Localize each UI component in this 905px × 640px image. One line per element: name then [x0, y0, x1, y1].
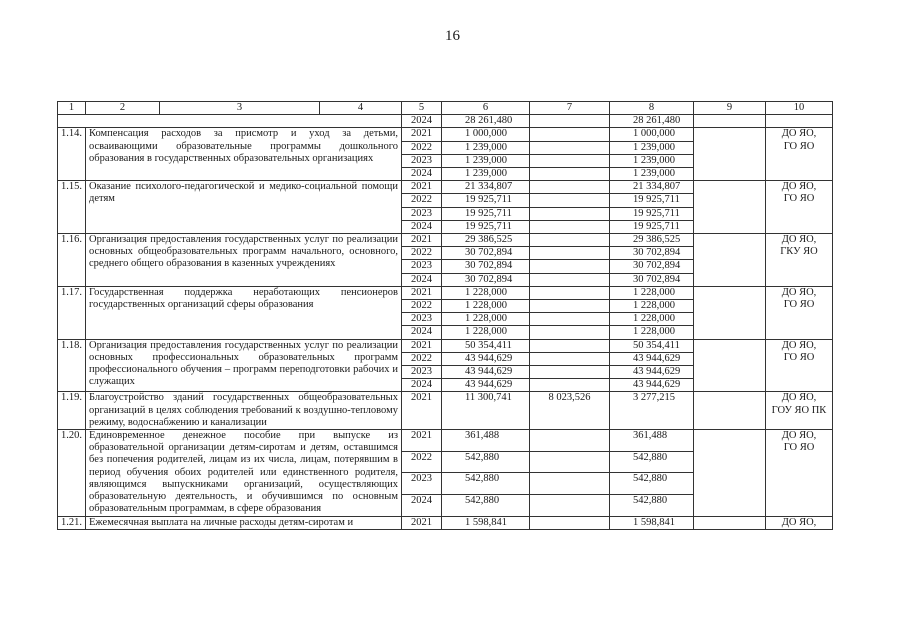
col6-cell-value: 19 925,711 — [465, 194, 512, 206]
year-cell-value: 2024 — [411, 379, 432, 391]
col8-cell-value: 30 702,894 — [633, 260, 681, 272]
year-cell — [402, 154, 442, 167]
col8-cell-value: 1 239,000 — [633, 154, 675, 166]
col9-cell — [694, 339, 766, 392]
col8-cell-value: 50 354,411 — [633, 339, 680, 351]
year-cell — [402, 494, 442, 516]
program-row — [58, 392, 833, 430]
col8-cell-value: 3 277,215 — [633, 392, 675, 404]
col8-cell-value: 1 239,000 — [633, 168, 675, 180]
col7-cell — [530, 286, 610, 299]
col6-cell — [442, 339, 530, 352]
col7-cell — [530, 115, 610, 128]
col6-cell — [442, 220, 530, 233]
col8-cell-value: 30 702,894 — [633, 247, 681, 259]
col8-cell-value: 43 944,629 — [633, 366, 681, 378]
header-cell: 3 — [160, 102, 320, 115]
year-cell — [402, 313, 442, 326]
col7-cell — [530, 300, 610, 313]
year-cell — [402, 366, 442, 379]
item-description: Ежемесячная выплата на личные расходы детям-сиротам и — [86, 516, 402, 529]
col6-cell — [442, 194, 530, 207]
col8-cell — [610, 326, 694, 339]
carry-desc-cell — [58, 115, 402, 128]
col8-cell-value: 542,880 — [633, 473, 668, 485]
col6-cell-value: 29 386,525 — [465, 234, 513, 246]
year-cell: 2024 — [402, 115, 442, 128]
header-cell: 6 — [442, 102, 530, 115]
col6-cell — [442, 141, 530, 154]
col6-cell — [442, 168, 530, 181]
col7-cell — [530, 260, 610, 273]
col6-cell — [442, 128, 530, 141]
col8-cell — [610, 392, 694, 430]
col7-cell — [530, 451, 610, 473]
header-cell: 1 — [58, 102, 86, 115]
year-cell — [402, 141, 442, 154]
col6-cell-value: 43 944,629 — [465, 379, 513, 391]
col6-cell — [442, 326, 530, 339]
col7-cell — [530, 181, 610, 194]
year-cell-value: 2021 — [411, 516, 432, 528]
col8-cell — [610, 273, 694, 286]
col6-cell-value: 1 239,000 — [465, 168, 507, 180]
program-row — [58, 430, 833, 452]
col8-cell-value: 19 925,711 — [633, 220, 680, 232]
year-cell — [402, 168, 442, 181]
budget-table — [57, 101, 833, 530]
col6-cell — [442, 286, 530, 299]
year-cell-value: 2021 — [411, 181, 432, 193]
col8-cell — [610, 181, 694, 194]
executor-cell: ДО ЯО, ГО ЯО — [766, 430, 833, 516]
program-row — [58, 234, 833, 247]
year-cell-value: 2022 — [411, 247, 432, 259]
col8-cell-value: 1 228,000 — [633, 286, 675, 298]
header-cell: 2 — [86, 102, 160, 115]
col8-cell — [610, 286, 694, 299]
col7-cell — [530, 313, 610, 326]
col7-cell — [530, 326, 610, 339]
year-cell-value: 2024 — [411, 168, 432, 180]
item-number: 1.14. — [58, 128, 86, 181]
year-cell-value: 2023 — [411, 207, 432, 219]
year-cell — [402, 326, 442, 339]
item-description: Оказание психолого-педагогической и медико-социальной помощи детям — [86, 181, 402, 234]
col8-cell — [610, 168, 694, 181]
col6-cell — [442, 494, 530, 516]
col6-cell — [442, 516, 530, 529]
year-cell — [402, 339, 442, 352]
program-row — [58, 516, 833, 529]
year-cell-value: 2021 — [411, 128, 432, 140]
year-cell-value: 2024 — [411, 220, 432, 232]
item-description: Компенсация расходов за присмотр и уход за детьми, осваивающими образовательные программы дошкольного образования в государственных образовательных организациях — [86, 128, 402, 181]
year-cell — [402, 234, 442, 247]
col8-cell — [610, 473, 694, 495]
col8-cell-value: 542,880 — [633, 494, 668, 506]
col7-cell — [530, 352, 610, 365]
col8-cell-value: 1 598,841 — [633, 516, 675, 528]
col6-cell — [442, 273, 530, 286]
item-description: Государственная поддержка неработающих пенсионеров государственных организаций сферы образования — [86, 286, 402, 339]
header-cell: 5 — [402, 102, 442, 115]
col7-cell — [530, 392, 610, 430]
col7-cell — [530, 516, 610, 529]
col6-cell: 28 261,480 — [442, 115, 530, 128]
col6-cell-value: 361,488 — [465, 430, 500, 442]
col8-cell-value: 43 944,629 — [633, 352, 681, 364]
col6-cell-value: 30 702,894 — [465, 247, 513, 259]
col7-cell — [530, 207, 610, 220]
col8-cell — [610, 516, 694, 529]
col7-cell — [530, 430, 610, 452]
item-number: 1.19. — [58, 392, 86, 430]
col6-cell — [442, 247, 530, 260]
item-description: Организация предоставления государственных услуг по реализации основных общеобразовательных программ начального, основного, среднего общего образования в казенных учреждениях — [86, 234, 402, 287]
col6-cell-value: 21 334,807 — [465, 181, 513, 193]
col6-cell — [442, 154, 530, 167]
year-cell — [402, 516, 442, 529]
col7-cell — [530, 473, 610, 495]
col8-cell — [610, 339, 694, 352]
col6-cell-value: 1 239,000 — [465, 154, 507, 166]
col9-cell — [694, 516, 766, 529]
col6-cell-value: 1 228,000 — [465, 286, 507, 298]
executor-cell: ДО ЯО, ГКУ ЯО — [766, 234, 833, 287]
program-row — [58, 286, 833, 299]
col7-cell — [530, 154, 610, 167]
col7-cell — [530, 273, 610, 286]
year-cell-value: 2022 — [411, 141, 432, 153]
item-description: Благоустройство зданий государственных общеобразовательных организаций в целях соблюдения требований к воздушно-тепловому режиму, водоснабжению и канализации — [86, 392, 402, 430]
col7-cell — [530, 247, 610, 260]
col6-cell — [442, 260, 530, 273]
col8-cell-value: 19 925,711 — [633, 207, 680, 219]
col9-cell — [694, 430, 766, 516]
col8-cell — [610, 494, 694, 516]
item-number: 1.20. — [58, 430, 86, 516]
executor-cell: ДО ЯО, ГОУ ЯО ПК — [766, 392, 833, 430]
col10-cell — [766, 115, 833, 128]
year-cell — [402, 247, 442, 260]
col6-cell-value: 542,880 — [465, 473, 500, 485]
col8-cell-value: 1 000,000 — [633, 128, 675, 140]
year-cell-value: 2023 — [411, 313, 432, 325]
year-cell — [402, 181, 442, 194]
col8-cell — [610, 313, 694, 326]
item-number: 1.21. — [58, 516, 86, 529]
col7-cell — [530, 194, 610, 207]
col6-cell-value: 11 300,741 — [465, 392, 512, 404]
col8-cell-value: 30 702,894 — [633, 273, 681, 285]
col7-cell — [530, 168, 610, 181]
year-cell-value: 2021 — [411, 430, 432, 442]
header-cell: 4 — [320, 102, 402, 115]
col6-cell-value: 43 944,629 — [465, 366, 513, 378]
year-cell-value: 2023 — [411, 366, 432, 378]
col6-cell-value: 1 228,000 — [465, 313, 507, 325]
col6-cell — [442, 473, 530, 495]
col8-cell — [610, 379, 694, 392]
program-row — [58, 181, 833, 194]
executor-cell: ДО ЯО, ГО ЯО — [766, 339, 833, 392]
col8-cell — [610, 220, 694, 233]
year-cell — [402, 194, 442, 207]
page-number: 16 — [445, 28, 460, 44]
col9-cell — [694, 392, 766, 430]
col8-cell — [610, 194, 694, 207]
col6-cell-value: 1 228,000 — [465, 326, 507, 338]
year-cell — [402, 207, 442, 220]
year-cell-value: 2022 — [411, 300, 432, 312]
col7-cell — [530, 220, 610, 233]
col6-cell-value: 43 944,629 — [465, 352, 513, 364]
item-number: 1.18. — [58, 339, 86, 392]
year-cell-value: 2021 — [411, 392, 432, 404]
table-body — [58, 102, 833, 530]
col6-cell-value: 19 925,711 — [465, 220, 512, 232]
year-cell-value: 2024 — [411, 494, 432, 506]
col6-cell — [442, 313, 530, 326]
carry-over-row — [58, 115, 833, 128]
col6-cell — [442, 207, 530, 220]
col8-cell: 28 261,480 — [610, 115, 694, 128]
col8-cell-value: 1 228,000 — [633, 300, 675, 312]
col6-cell-value: 50 354,411 — [465, 339, 512, 351]
col6-cell — [442, 451, 530, 473]
year-cell-value: 2021 — [411, 286, 432, 298]
col6-cell — [442, 300, 530, 313]
item-description: Единовременное денежное пособие при выпуске из образовательной организации детям-сиротам и детям, оставшимся без попечения родителей, лицам из их числа, лицам, потерявшим в период обучения обоих родителей или единственного родителя, являющимся выпускниками организаций, осуществляющих образовательную деятельность, и обучившимся по основным образовательным программам, в сфере образования — [86, 430, 402, 516]
col8-cell-value: 29 386,525 — [633, 234, 681, 246]
header-cell: 9 — [694, 102, 766, 115]
col7-cell — [530, 494, 610, 516]
header-cell: 8 — [610, 102, 694, 115]
col8-cell — [610, 260, 694, 273]
col8-cell — [610, 352, 694, 365]
year-cell — [402, 260, 442, 273]
item-number: 1.16. — [58, 234, 86, 287]
header-row — [58, 102, 833, 115]
col8-cell-value: 43 944,629 — [633, 379, 681, 391]
col6-cell-value: 30 702,894 — [465, 273, 513, 285]
col9-cell — [694, 115, 766, 128]
header-cell: 7 — [530, 102, 610, 115]
year-cell — [402, 352, 442, 365]
col8-cell-value: 21 334,807 — [633, 181, 681, 193]
col7-cell — [530, 366, 610, 379]
col9-cell — [694, 128, 766, 181]
col8-cell — [610, 128, 694, 141]
year-cell — [402, 128, 442, 141]
col6-cell-value: 1 228,000 — [465, 300, 507, 312]
col8-cell — [610, 300, 694, 313]
col6-cell — [442, 352, 530, 365]
year-cell — [402, 300, 442, 313]
program-row — [58, 128, 833, 141]
col6-cell — [442, 392, 530, 430]
col7-cell — [530, 339, 610, 352]
year-cell — [402, 430, 442, 452]
col6-cell-value: 542,880 — [465, 451, 500, 463]
year-cell-value: 2023 — [411, 260, 432, 272]
col8-cell-value: 1 228,000 — [633, 313, 675, 325]
col6-cell — [442, 366, 530, 379]
col6-cell-value: 19 925,711 — [465, 207, 512, 219]
col7-cell — [530, 128, 610, 141]
col6-cell — [442, 430, 530, 452]
program-row — [58, 339, 833, 352]
executor-cell: ДО ЯО, ГО ЯО — [766, 286, 833, 339]
col6-cell-value: 542,880 — [465, 494, 500, 506]
year-cell-value: 2021 — [411, 234, 432, 246]
executor-cell: ДО ЯО, ГО ЯО — [766, 181, 833, 234]
col8-cell — [610, 154, 694, 167]
col8-cell — [610, 141, 694, 154]
item-number: 1.17. — [58, 286, 86, 339]
year-cell — [402, 379, 442, 392]
item-number: 1.15. — [58, 181, 86, 234]
col6-cell-value: 1 000,000 — [465, 128, 507, 140]
header-cell: 10 — [766, 102, 833, 115]
year-cell-value: 2022 — [411, 451, 432, 463]
col8-cell — [610, 451, 694, 473]
year-cell-value: 2023 — [411, 154, 432, 166]
year-cell — [402, 220, 442, 233]
col8-cell-value: 19 925,711 — [633, 194, 680, 206]
col7-cell — [530, 234, 610, 247]
item-description: Организация предоставления государственных услуг по реализации основных профессиональных образовательных программ профессионального обучения – программ переподготовки рабочих и служащих — [86, 339, 402, 392]
col9-cell — [694, 234, 766, 287]
col6-cell-value: 30 702,894 — [465, 260, 513, 272]
year-cell-value: 2022 — [411, 194, 432, 206]
col6-cell — [442, 234, 530, 247]
col8-cell-value: 361,488 — [633, 430, 668, 442]
col8-cell-value: 1 228,000 — [633, 326, 675, 338]
year-cell-value: 2023 — [411, 473, 432, 485]
year-cell — [402, 273, 442, 286]
col8-cell — [610, 430, 694, 452]
col6-cell-value: 1 598,841 — [465, 516, 507, 528]
col8-cell-value: 1 239,000 — [633, 141, 675, 153]
col8-cell — [610, 207, 694, 220]
col7-cell — [530, 379, 610, 392]
col7-cell — [530, 141, 610, 154]
col8-cell — [610, 247, 694, 260]
col6-cell — [442, 181, 530, 194]
col8-cell — [610, 366, 694, 379]
year-cell — [402, 286, 442, 299]
executor-cell: ДО ЯО, ГО ЯО — [766, 128, 833, 181]
year-cell-value: 2022 — [411, 352, 432, 364]
col8-cell-value: 542,880 — [633, 451, 668, 463]
year-cell — [402, 451, 442, 473]
col9-cell — [694, 181, 766, 234]
col9-cell — [694, 286, 766, 339]
year-cell — [402, 473, 442, 495]
executor-cell: ДО ЯО, — [766, 516, 833, 529]
col6-cell-value: 1 239,000 — [465, 141, 507, 153]
col6-cell — [442, 379, 530, 392]
col8-cell — [610, 234, 694, 247]
year-cell — [402, 392, 442, 430]
year-cell-value: 2021 — [411, 339, 432, 351]
year-cell-value: 2024 — [411, 273, 432, 285]
col7-cell-value: 8 023,526 — [548, 392, 591, 404]
year-cell-value: 2024 — [411, 326, 432, 338]
